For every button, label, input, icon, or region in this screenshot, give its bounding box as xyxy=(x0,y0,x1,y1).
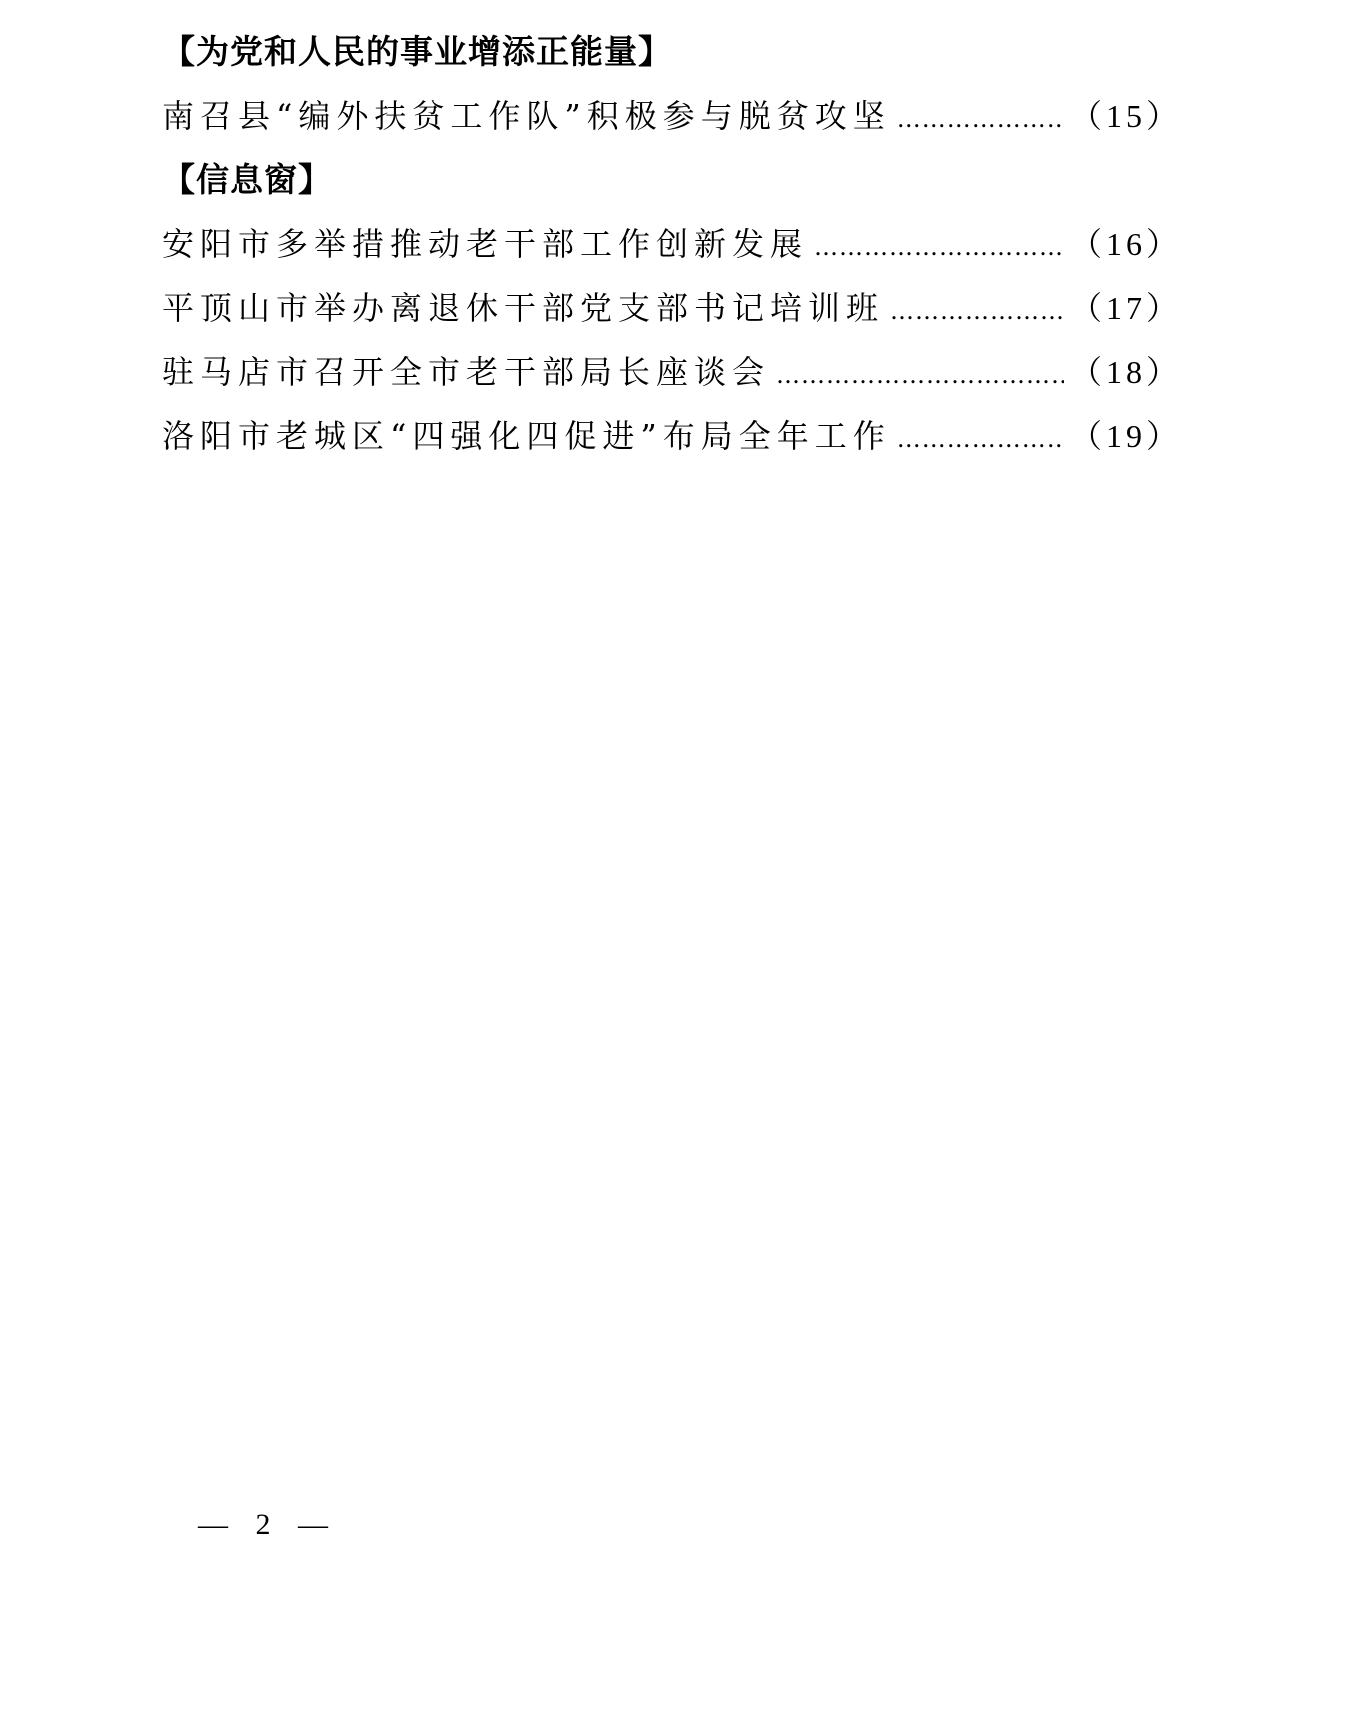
entry-title: 安阳市多举措推动老干部工作创新发展 xyxy=(162,225,809,263)
table-of-contents xyxy=(162,20,1182,468)
dot-leader xyxy=(897,407,1064,471)
dot-leader xyxy=(890,279,1064,343)
dot-leader xyxy=(814,215,1064,279)
toc-entry[interactable] xyxy=(162,84,1182,148)
entry-page-number: （18） xyxy=(1069,354,1182,390)
entry-page-number: （15） xyxy=(1069,98,1182,134)
toc-entry[interactable] xyxy=(162,276,1182,340)
section-heading: 【信息窗】 xyxy=(162,160,332,199)
toc-entry[interactable] xyxy=(162,340,1182,404)
entry-page-number: （19） xyxy=(1069,418,1182,454)
section-heading: 【为党和人民的事业增添正能量】 xyxy=(162,32,672,71)
entry-title: 洛阳市老城区“四强化四促进”布局全年工作 xyxy=(162,417,891,455)
entry-page-number: （16） xyxy=(1069,226,1182,262)
entry-page-number: （17） xyxy=(1069,290,1182,326)
entry-title: 驻马店市召开全市老干部局长座谈会 xyxy=(162,353,771,391)
entry-title: 平顶山市举办离退休干部党支部书记培训班 xyxy=(162,289,885,327)
toc-entry[interactable] xyxy=(162,404,1182,468)
dot-leader xyxy=(897,87,1064,151)
entry-title: 南召县“编外扶贫工作队”积极参与脱贫攻坚 xyxy=(162,97,891,135)
page-number-footer: — 2 — xyxy=(198,1508,338,1541)
dot-leader xyxy=(776,343,1064,407)
toc-entry[interactable] xyxy=(162,212,1182,276)
